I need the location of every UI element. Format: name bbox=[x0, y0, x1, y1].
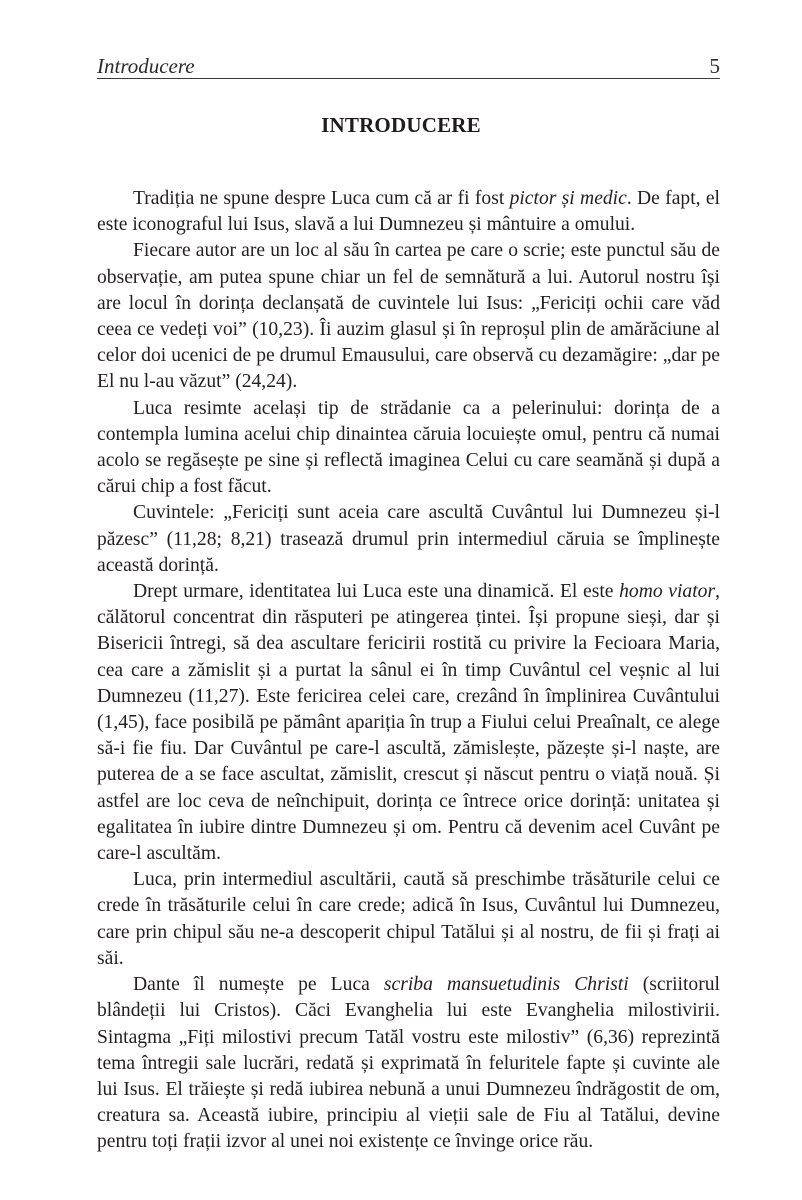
text-segment: Luca resimte același tip de strădanie ca a pelerinului: dorința de a contempla lumina acelui chip dinaintea căruia locuiește omul, pentru că numai acolo se regăsește pe sine și reflectă imaginea Celui cu care seamănă și după a cărui chip a fost făcut. bbox=[97, 397, 720, 498]
text-segment: Dante îl numește pe Luca bbox=[133, 974, 384, 996]
running-title: Introducere bbox=[97, 54, 195, 78]
paragraph bbox=[97, 396, 720, 501]
paragraph bbox=[97, 579, 720, 867]
running-header bbox=[97, 52, 720, 79]
text-segment: Cuvintele: „Fericiți sunt aceia care ascultă Cuvântul lui Dumnezeu și-l păzesc” (11,28; 8,21) trasează drumul prin intermediul căruia se împlinește această dorință. bbox=[97, 502, 720, 576]
italic-phrase: pictor și medic bbox=[509, 188, 627, 209]
text-segment: Drept urmare, identitatea lui Luca este una dinamică. El este bbox=[133, 581, 620, 603]
text-segment: Tradiția ne spune despre Luca cum că ar fi fost bbox=[133, 188, 510, 209]
italic-phrase: scriba mansuetudinis Christi bbox=[383, 974, 629, 996]
body-text bbox=[97, 186, 720, 1156]
paragraph bbox=[97, 972, 720, 1155]
text-segment: Luca, prin intermediul ascultării, caută să preschimbe trăsăturile celui ce crede în trăsăturile celui în care crede; adică în Isus, Cuvântul lui Dumnezeu, care prin chipul său ne-a descoperit chipul Tatălui și al nostru, de fii și frați ai săi. bbox=[97, 869, 720, 969]
paragraph bbox=[97, 238, 720, 395]
page-number: 5 bbox=[709, 54, 720, 78]
paragraph bbox=[97, 186, 720, 238]
text-segment: (scriitorul blândeții lui Cristos). Căci Evanghelia lui este Evanghelia milostivirii. Sintagma „Fiți milostivi precum Tatăl vostru este milostiv” (6,36) reprezintă tema întregii sale lucrări, redată și exprimată în feluritele fapte și cuvinte ale lui Isus. El trăiește și redă iubirea nebună a unui Dumnezeu îndrăgostit de om, creatura sa. Această iubire, principiu al vieții sale de Fiu al Tatălui, devine pentru toți frații izvor al unei noi existențe ce învinge orice rău. bbox=[97, 974, 720, 1153]
paragraph bbox=[97, 867, 720, 972]
text-segment: , călătorul concentrat din răsputeri pe atingerea țintei. Își propune sieși, dar și Bisericii întregi, să dea ascultare fericirii rostită cu privire la Fecioara Maria, cea care a zămislit și a purtat la sânul ei în timp Cuvântul cel veșnic al lui Dumnezeu (11,27). Este fericirea celei care, crezând în împlinirea Cuvântului (1,45), face posibilă pe pământ apariția în trup a Fiului celui Preaînalt, ce alege să-i fie fiu. Dar Cuvântul pe care-l ascultă, zămislește, păzește și-l naște, are puterea de a se face ascultat, zămislit, crescut și născut pentru o viață nouă. Și astfel are loc ceva de neînchipuit, dorința ce întrece orice dorință: unitatea și egalitatea în iubire dintre Dumnezeu și om. Pentru că devenim acel Cuvânt pe care-l ascultăm. bbox=[97, 581, 720, 865]
text-segment: . De fapt, el este iconograful lui Isus, slavă a lui Dumnezeu și mântuire a omului. bbox=[97, 188, 720, 236]
chapter-title: INTRODUCERE bbox=[321, 113, 481, 137]
italic-phrase: homo viator bbox=[619, 581, 716, 603]
text-segment: Fiecare autor are un loc al său în cartea pe care o scrie; este punctul său de observație, am putea spune chiar un fel de semnătură a lui. Autorul nostru își are locul în dorința declanșată de cuvintele lui Isus: „Fericiți ochii care văd ceea ce vedeți voi” (10,23). Îi auzim glasul și în reproșul plin de amărăciune al celor doi ucenici de pe drumul Emausului, care observă cu dezamăgire: „dar pe El nu l-au văzut” (24,24). bbox=[97, 240, 720, 393]
paragraph bbox=[97, 500, 720, 579]
